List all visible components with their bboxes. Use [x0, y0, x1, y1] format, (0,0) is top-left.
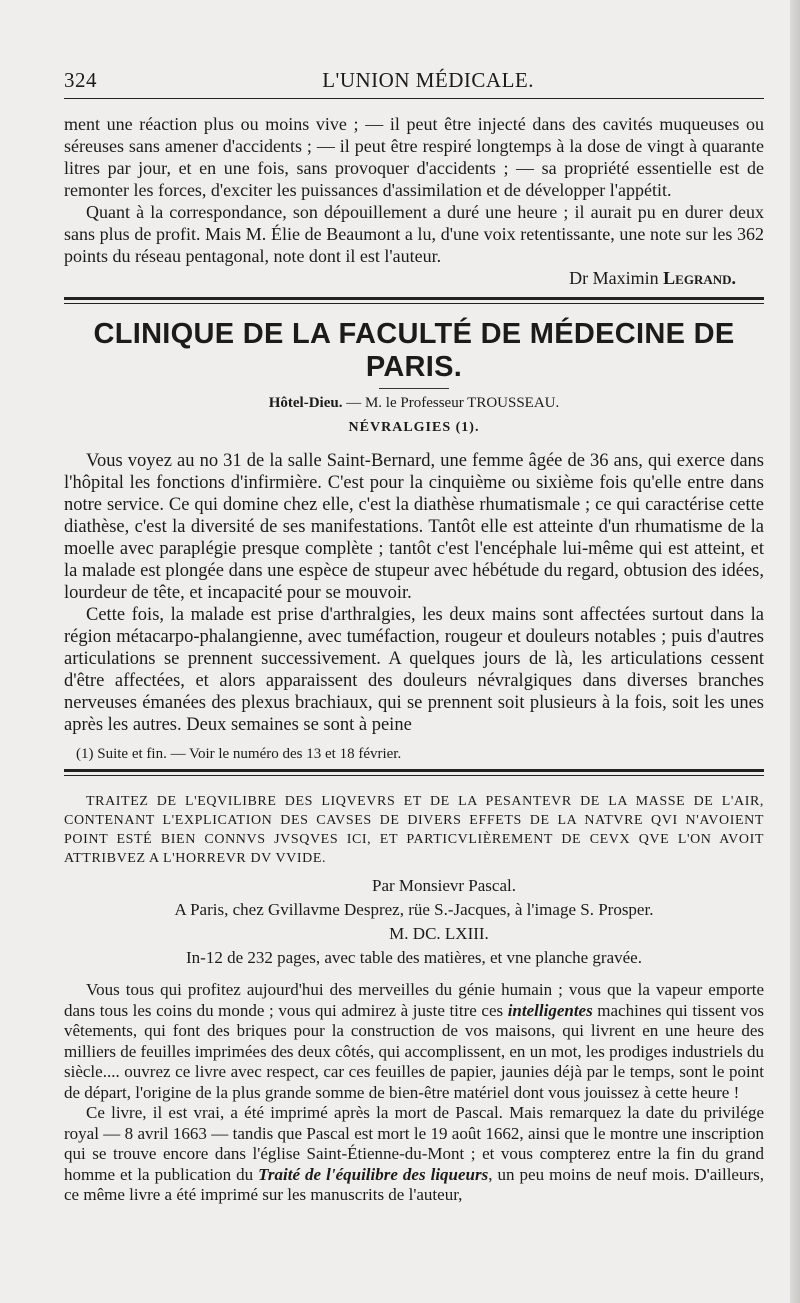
book-title: TRAITEZ DE L'EQVILIBRE DES LIQVEVRS ET DE LA PESANTEVR DE LA MASSE DE L'AIR, CONTENANT L'EXPLICATION DES CAVSES DE DIVERS EFFETS DE LA NATVRE QVI N'AVOIENT POINT ESTÉ BIEN CONNVS JVSQVES ICI, ET PARTICVLIÈREMENT DE CEVX QVE L'ON AVOIT ATTRIBVEZ A L'HORREVR DV VVIDE. — [64, 794, 764, 866]
paragraph: Ce livre, il est vrai, a été imprimé après la mort de Pascal. Mais remarquez la date du privilége royal — 8 avril 1663 — tandis que Pascal est mort le 19 août 1662, ainsi que le montre une inscription qui se trouve encore dans l'église Saint-Étienne-du-Mont ; et vous compterez entre la fin du grand homme et la publication du Traité de l'équilibre des liqueurs, un peu moins de neuf mois. D'ailleurs, ce même livre a été imprimé sur les manuscrits de l'auteur, — [64, 1103, 764, 1204]
book-format: In-12 de 232 pages, avec table des matières, et vne planche gravée. — [186, 948, 642, 967]
page-edge — [790, 0, 800, 1303]
paragraph: Vous tous qui profitez aujourd'hui des merveilles du génie humain ; vous que la vapeur emporte dans tous les coins du monde ; vous qui admirez à juste titre ces intelligentes machines qui tissent vos vêtements, qui font des briques pour la construction de vos maisons, qui livrent en une heure des milliers de feuilles imprimées des deux côtés, qui accomplissent, en un mot, les prodiges industriels du siècle.... ouvrez ce livre avec respect, car ces feuilles de papier, jaunies déjà par le temps, sont le point de départ, l'origine de la plus grande somme de bien-être matériel dont vous jouissez à cette heure ! — [64, 980, 765, 1102]
paragraph: Quant à la correspondance, son dépouillement a duré une heure ; il aurait pu en durer deux sans plus de profit. Mais M. Élie de Beaumont a lu, d'une voix retentissante, une note sur les 362 points du réseau pentagonal, note dont il est l'auteur. — [64, 202, 764, 266]
section-rule — [64, 769, 764, 776]
page — [64, 68, 764, 1206]
short-rule — [379, 388, 449, 389]
running-head — [64, 68, 764, 98]
review-body — [64, 980, 764, 1206]
professor: — M. le Professeur TROUSSEAU. — [342, 395, 560, 411]
paragraph: Vous voyez au no 31 de la salle Saint-Bernard, une femme âgée de 36 ans, qui exerce dans l'hôpital les fonctions d'infirmière. C'est pour la cinquième ou sixième fois qu'elle entre dans notre service. Ce qui domine chez elle, c'est la diathèse rhumatismale ; ce qui caractérise cette diathèse, c'est la diversité de ses manifestations. Tantôt elle est atteinte d'un rhumatisme de la moelle avec paraplégie presque complète ; tantôt c'est l'encéphale lui-même qui est atteint, et la malade est plongée dans une espèce de stupeur avec hébétude du regard, obtusion des idées, lourdeur de tête, et incapacité pour se mouvoir. — [64, 451, 764, 603]
lecture-heading — [64, 395, 764, 412]
header-rule — [64, 98, 764, 99]
journal-title: L'UNION MÉDICALE. — [322, 68, 534, 92]
book-imprint — [64, 874, 764, 970]
clinique-body — [64, 450, 764, 736]
section-title: CLINIQUE DE LA FACULTÉ DE MÉDECINE DE PARIS. — [93, 318, 735, 383]
book-publisher: A Paris, chez Gvillavme Desprez, rüe S.-Jacques, à l'image S. Prosper. — [174, 900, 654, 919]
signature-name: Legrand. — [663, 268, 736, 288]
paragraph: ment une réaction plus ou moins vive ; — il peut être injecté dans des cavités muqueuses ou séreuses sans amener d'accidents ; — il peut être respiré longtemps à la dose de vingt à quarante litres par jour, et en une fois, sans provoquer d'accidents ; — sa propriété essentielle est de remonter les forces, d'exciter les puissances d'assimilation et de développer l'appétit. — [64, 114, 764, 200]
signature — [64, 267, 764, 289]
footnote: (1) Suite et fin. — Voir le numéro des 13 et 18 février. — [76, 746, 402, 762]
book-title-block — [64, 792, 764, 868]
article-legrand — [64, 113, 764, 267]
paragraph: Cette fois, la malade est prise d'arthralgies, les deux mains sont affectées surtout dans la région métacarpo-phalangienne, avec tuméfaction, rougeur et douleurs notables ; puis d'autres articulations se prennent successivement. A quelques jours de là, les articulations cessent d'être affectées, et alors apparaissent des douleurs névralgiques dans diverses branches nerveuses émanées des plexus brachiaux, qui se prennent soit plusieurs à la fois, soit les unes après les autres. Deux semaines se sont à peine — [64, 605, 764, 735]
lecture-subject: NÉVRALGIES (1). — [348, 420, 480, 435]
book-author: Par Monsievr Pascal. — [371, 876, 516, 895]
book-year: M. DC. LXIII. — [389, 924, 489, 943]
hospital-name: Hôtel-Dieu. — [268, 395, 343, 411]
signature-prefix: Dr Maximin — [569, 268, 659, 288]
section-rule — [64, 297, 764, 304]
page-number: 324 — [64, 68, 97, 92]
